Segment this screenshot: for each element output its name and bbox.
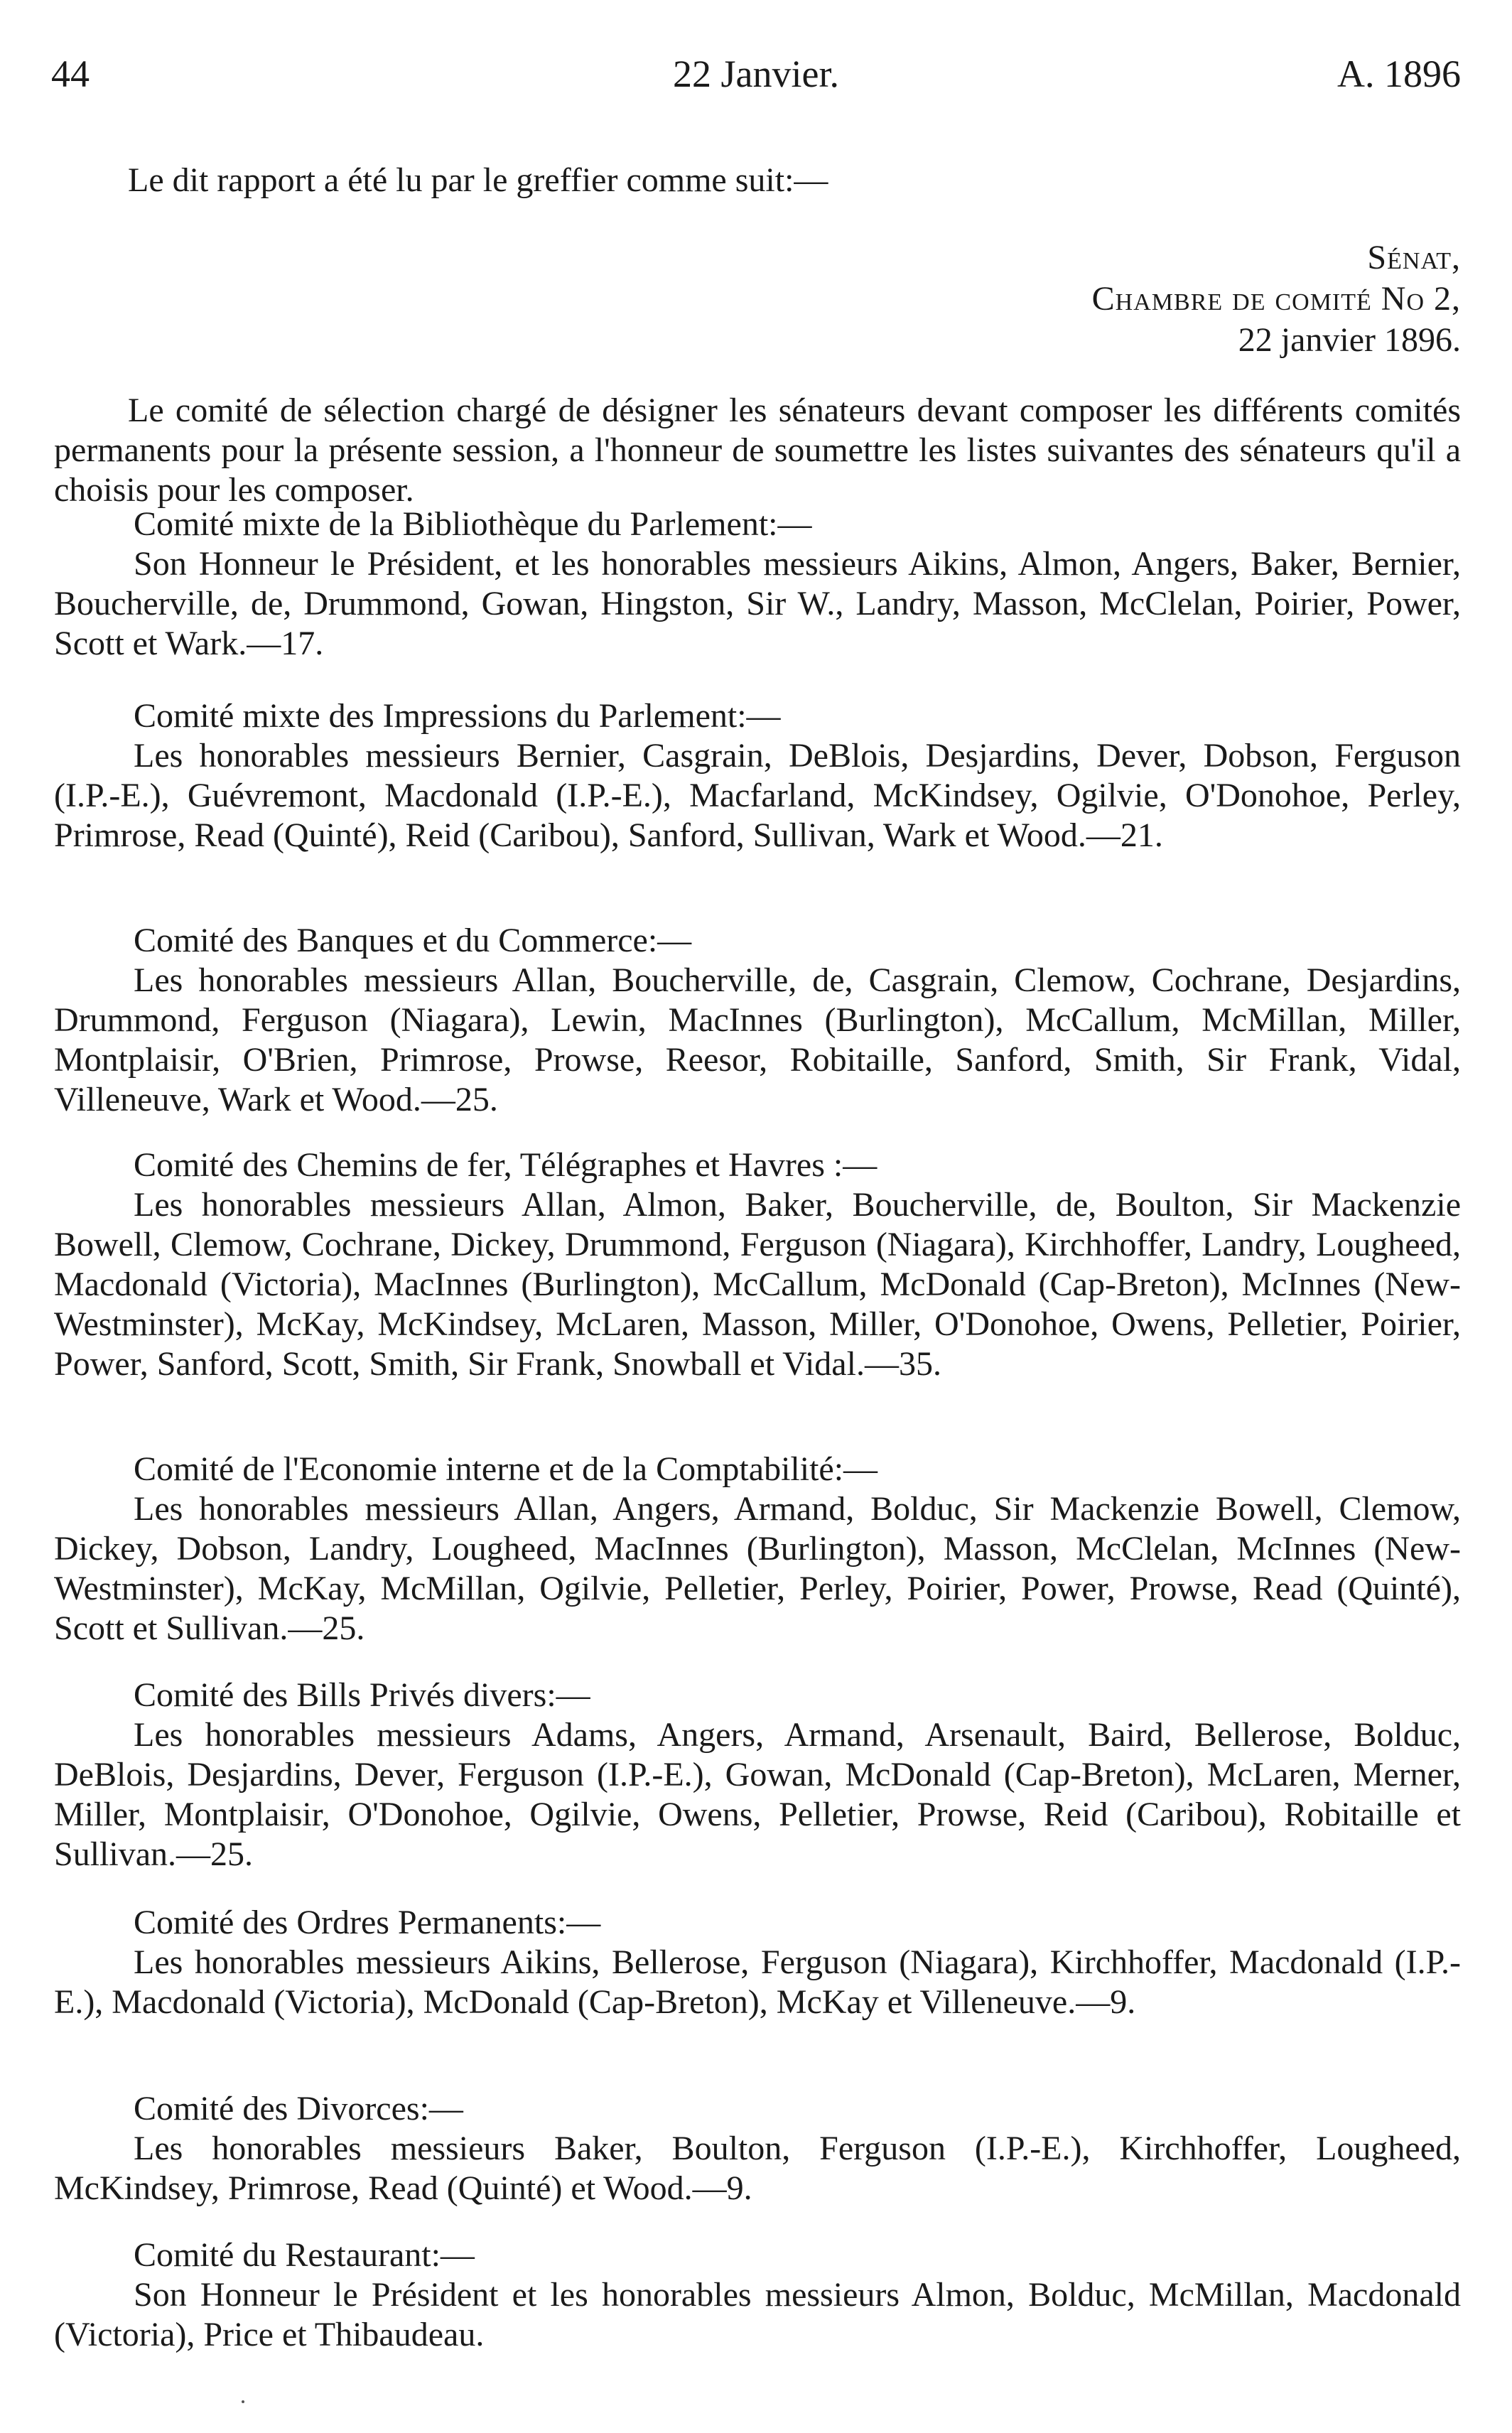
- committee-section: [54, 505, 1461, 664]
- committee-title: Comité de l'Economie interne et de la Comptabilité:—: [134, 1450, 878, 1488]
- committee-section: [54, 2089, 1461, 2208]
- committee-section: [54, 921, 1461, 1120]
- committee-members: Les honorables messieurs Baker, Boulton, Ferguson (I.P.-E.), Kirchhoffer, Lougheed, McKindsey, Primrose, Read (Quinté) et Wood.—9.: [54, 2130, 1461, 2207]
- committee-title: Comité mixte des Impressions du Parlement:—: [134, 697, 781, 735]
- committee-members: Les honorables messieurs Allan, Almon, Baker, Boucherville, de, Boulton, Sir Mackenzie Bowell, Clemow, Cochrane, Dickey, Drummond, Ferguson (Niagara), Kirchhoffer, Landry, Lougheed, Macdonald (Victoria), MacInnes (Burlington), McCallum, McDonald (Cap-Breton), McInnes (New-Westminster), McKay, McKindsey, McLaren, Masson, Miller, O'Donohoe, Owens, Pelletier, Poirier, Power, Sanford, Scott, Smith, Sir Frank, Snowball et Vidal.—35.: [54, 1186, 1461, 1383]
- committee-members: Les honorables messieurs Allan, Boucherville, de, Casgrain, Clemow, Cochrane, Desjardins, Drummond, Ferguson (Niagara), Lewin, MacInnes (Burlington), McCallum, McMillan, Miller, Montplaisir, O'Brien, Primrose, Prowse, Reesor, Robitaille, Sanford, Smith, Sir Frank, Vidal, Villeneuve, Wark et Wood.—25.: [54, 961, 1461, 1118]
- committee-title: Comité des Chemins de fer, Télégraphes et Havres :—: [134, 1146, 878, 1184]
- header-date: 22 Janvier.: [673, 53, 839, 95]
- intro-line: Le dit rapport a été lu par le greffier comme suit:—: [128, 161, 828, 199]
- lead-paragraph: [54, 391, 1461, 510]
- committee-members: Les honorables messieurs Adams, Angers, Armand, Arsenault, Baird, Bellerose, Bolduc, DeBlois, Desjardins, Dever, Ferguson (I.P.-E.), Gowan, McDonald (Cap-Breton), McLaren, Merner, Miller, Montplaisir, O'Donohoe, Ogilvie, Owens, Pelletier, Prowse, Reid (Caribou), Robitaille et Sullivan.—25.: [54, 1716, 1461, 1873]
- committee-title: Comité du Restaurant:—: [134, 2236, 475, 2274]
- committee-section: [54, 1145, 1461, 1384]
- print-speck: [242, 2400, 244, 2403]
- committee-section: [54, 1450, 1461, 1649]
- page-header: [51, 54, 1461, 97]
- committee-members: Son Honneur le Président, et les honorables messieurs Aikins, Almon, Angers, Baker, Bernier, Boucherville, de, Drummond, Gowan, Hingston, Sir W., Landry, Masson, McClelan, Poirier, Power, Scott et Wark.—17.: [54, 545, 1461, 662]
- address-room: Chambre de comité No 2,: [1091, 280, 1461, 318]
- committee-section: [54, 2235, 1461, 2355]
- committee-title: Comité des Banques et du Commerce:—: [134, 922, 692, 959]
- committee-section: [54, 1903, 1461, 2022]
- committee-members: Les honorables messieurs Bernier, Casgrain, DeBlois, Desjardins, Dever, Dobson, Ferguson (I.P.-E.), Guévremont, Macdonald (I.P.-E.), Macfarland, McKindsey, Ogilvie, O'Donohoe, Perley, Primrose, Read (Quinté), Reid (Caribou), Sanford, Sullivan, Wark et Wood.—21.: [54, 737, 1461, 854]
- committee-title: Comité des Divorces:—: [134, 2090, 463, 2127]
- page-number: 44: [51, 53, 90, 95]
- committee-title: Comité des Ordres Permanents:—: [134, 1904, 601, 1941]
- committee-members: Son Honneur le Président et les honorables messieurs Almon, Bolduc, McMillan, Macdonald (Victoria), Price et Thibaudeau.: [54, 2276, 1461, 2353]
- committee-title: Comité des Bills Privés divers:—: [134, 1676, 590, 1714]
- committee-section: [54, 1676, 1461, 1874]
- report-address: [1092, 237, 1461, 361]
- committee-section: [54, 696, 1461, 856]
- committee-title: Comité mixte de la Bibliothèque du Parlement:—: [134, 505, 812, 543]
- committee-members: Les honorables messieurs Aikins, Bellerose, Ferguson (Niagara), Kirchhoffer, Macdonald (I.P.-E.), Macdonald (Victoria), McDonald (Cap-Breton), McKay et Villeneuve.—9.: [54, 1943, 1461, 2021]
- committee-members: Les honorables messieurs Allan, Angers, Armand, Bolduc, Sir Mackenzie Bowell, Clemow, Dickey, Dobson, Landry, Lougheed, MacInnes (Burlington), Masson, McClelan, McInnes (New-Westminster), McKay, McMillan, Ogilvie, Pelletier, Perley, Poirier, Power, Prowse, Read (Quinté), Scott et Sullivan.—25.: [54, 1490, 1461, 1647]
- address-date: 22 janvier 1896.: [1238, 321, 1461, 359]
- lead-text: Le comité de sélection chargé de désigner les sénateurs devant composer les différents comités permanents pour la présente session, a l'honneur de soumettre les listes suivantes des sénateurs qu'il a choisis pour les composer.: [54, 392, 1461, 509]
- header-year: A. 1896: [1337, 53, 1461, 95]
- address-senate: Sénat,: [1367, 239, 1461, 276]
